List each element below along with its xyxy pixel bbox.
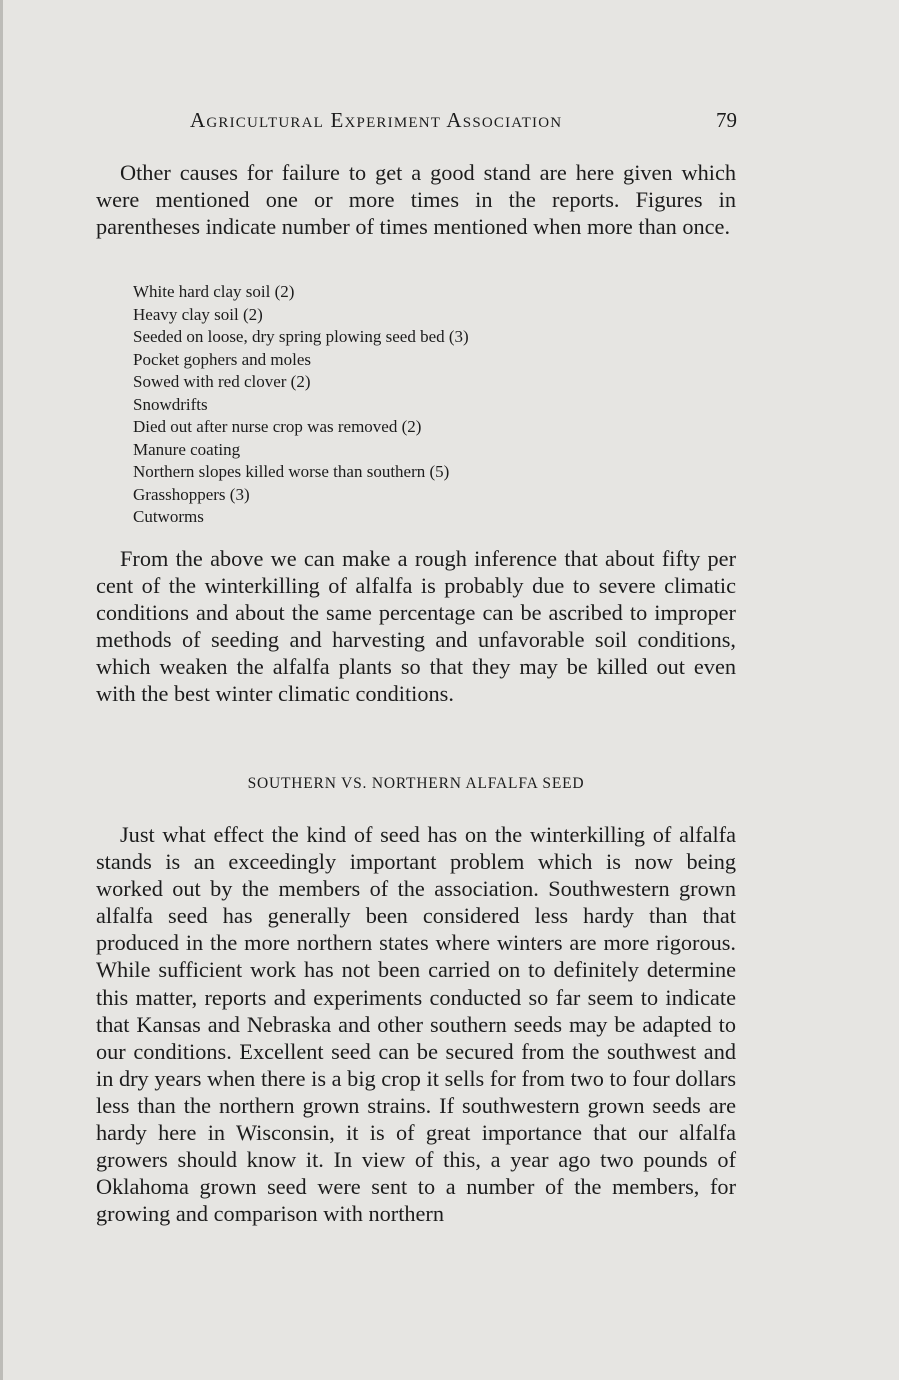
list-item: Heavy clay soil (2) xyxy=(133,304,263,324)
running-title: Agricultural Experiment Association xyxy=(190,108,563,132)
list-item: Snowdrifts xyxy=(133,394,208,414)
list-item: Died out after nurse crop was removed (2) xyxy=(133,417,422,436)
list-item: Seeded on loose, dry spring plowing seed bed (3) xyxy=(133,327,469,346)
page-edge xyxy=(0,0,3,1380)
list-item: Sowed with red clover (2) xyxy=(133,372,311,391)
causes-list xyxy=(133,281,469,529)
page-header xyxy=(190,108,737,138)
seed-paragraph: Just what effect the kind of seed has on the winterkilling of alfalfa stands is an exceedingly important problem which is now being worked out by the members of the association. Southwestern grown alfalfa seed has generally been considered less hardy than that produced in the more northern states where winters are more rigorous. While sufficient work has not been carried on to definitely determine this matter, reports and experiments conducted so far seem to indicate that Kansas and Nebraska and other southern seeds may be adapted to our conditions. Excellent seed can be secured from the southwest and in dry years when there is a big crop it sells for from two to four dollars less than the northern grown strains. If southwestern grown seeds are hardy here in Wisconsin, it is of great importance that our alfalfa growers should know it. In view of this, a year ago two pounds of Oklahoma grown seed were sent to a number of the members, for growing and comparison with northern xyxy=(96,822,736,1227)
section-heading: SOUTHERN VS. NORTHERN ALFALFA SEED xyxy=(247,775,585,792)
intro-paragraph: Other causes for failure to get a good stand are here given which were mentioned one or more times in the reports. Figures in parentheses indicate number of times mentioned when more than once. xyxy=(96,160,736,240)
list-item: Cutworms xyxy=(133,507,204,526)
list-item: Grasshoppers (3) xyxy=(133,484,250,504)
inference-paragraph: From the above we can make a rough inference that about fifty per cent of the winterkilling of alfalfa is probably due to severe climatic conditions and about the same percentage can be ascribed to improper methods of seeding and harvesting and unfavorable soil conditions, which weaken the alfalfa plants so that they may be killed out even with the best winter climatic conditions. xyxy=(96,546,736,707)
list-item: Northern slopes killed worse than southern (5) xyxy=(133,462,450,481)
list-item: White hard clay soil (2) xyxy=(133,282,295,301)
list-item: Manure coating xyxy=(133,439,241,459)
list-item: Pocket gophers and moles xyxy=(133,349,311,369)
page-number: 79 xyxy=(716,108,737,132)
